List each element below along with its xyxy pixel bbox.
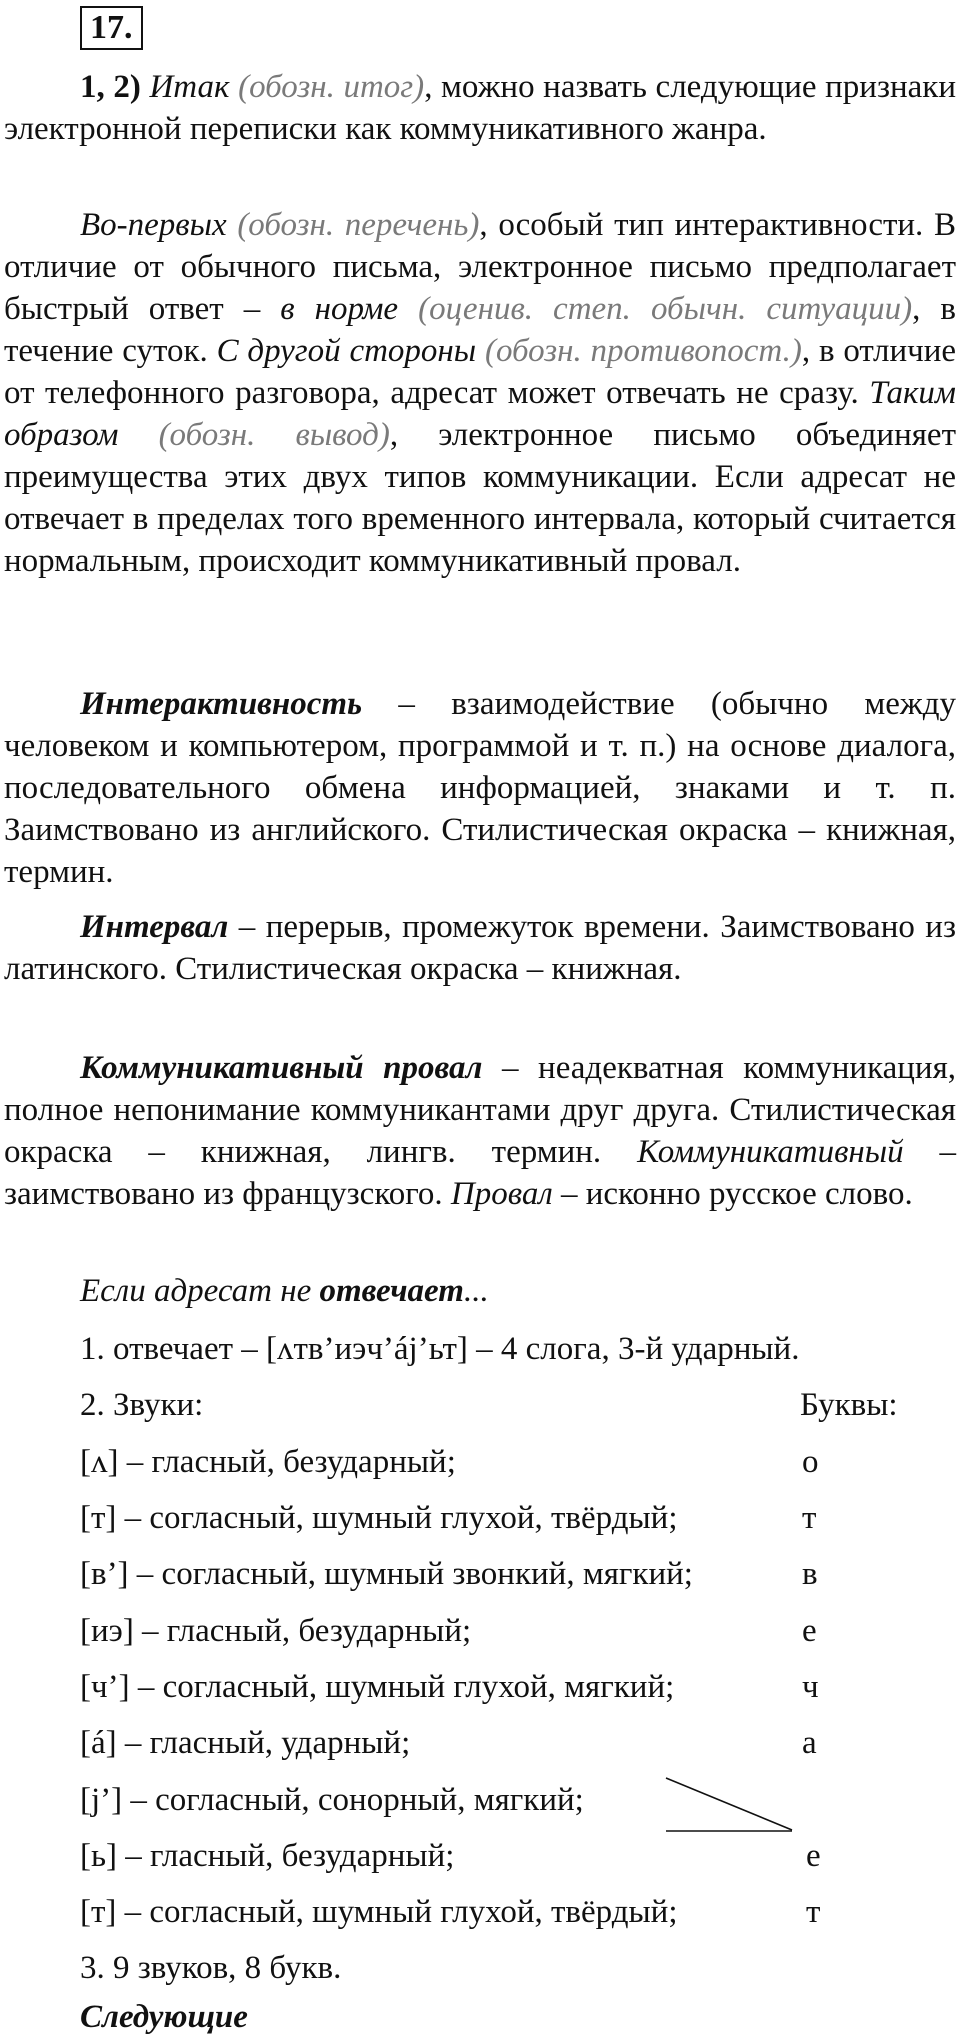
- paragraph-text: , электронное письмо объединяет преимущества этих двух типов коммуникации. Если адресат не отвечает в пределах того временного интервала, который считается нормальным, происходит коммуникативный провал.: [4, 417, 956, 579]
- letters-header: Буквы:: [800, 1387, 898, 1423]
- sound-row: [j’] – согласный, сонорный, мягкий;: [80, 1782, 584, 1818]
- letter-cell: о: [802, 1444, 819, 1480]
- term: Интерактивность: [80, 686, 363, 722]
- letter-cell: ч: [802, 1669, 819, 1705]
- letter-cell: а: [802, 1725, 817, 1761]
- annotation: (обозн. итог): [238, 69, 425, 105]
- definition-text: – взаимодействие (обычно между человеком и компьютером, программой и т. п.) на основе диалога, последовательного обмена информацией, знаками и т. п. Заимствовано из английского. Стилистическая окраска – книжная, термин.: [4, 686, 956, 890]
- letter-cell: т: [806, 1894, 821, 1930]
- word: Провал: [450, 1176, 553, 1212]
- letter-cell: е: [806, 1838, 821, 1874]
- sound-row: [т] – согласный, шумный глухой, твёрдый;: [80, 1500, 678, 1536]
- letter-cell: т: [802, 1500, 817, 1536]
- transcription-line: 1. отвечает – [ʌтв’иэч’áj’ьт] – 4 слога, 3-й ударный.: [80, 1331, 800, 1367]
- paragraph-text: , в отличие от телефонного разговора, адресат может отвечать не сразу.: [4, 333, 957, 411]
- sound-row: [ь] – гласный, безударный;: [80, 1838, 455, 1874]
- paragraph-text: , особый тип интерактивности. В отличие от обычного письма, электронное письмо предполагает быстрый ответ –: [4, 207, 956, 327]
- annotation: (оценив. степ. обычн. ситуации): [418, 291, 913, 327]
- sound-row: [á] – гласный, ударный;: [80, 1725, 411, 1761]
- analyzed-sentence: Если адресат не отвечает...: [80, 1273, 489, 1309]
- paragraph-text: , в течение суток.: [4, 291, 957, 369]
- analyzed-word: отвечает: [319, 1273, 464, 1309]
- introductory-word: Итак: [149, 69, 230, 105]
- annotation: (обозн. противопост.): [484, 333, 802, 369]
- introductory-word: Во-первых: [80, 207, 227, 243]
- introductory-word: С другой стороны: [216, 333, 477, 369]
- introductory-word: в норме: [280, 291, 399, 327]
- definition-text: – перерыв, промежуток времени. Заимствовано из латинского. Стилистическая окраска – книжная.: [4, 909, 956, 987]
- sound-row: [иэ] – гласный, безударный;: [80, 1613, 472, 1649]
- sound-row: [ʌ] – гласный, безударный;: [80, 1444, 456, 1480]
- annotation: (обозн. перечень): [237, 207, 480, 243]
- next-analyzed-word: Следующие: [80, 1999, 248, 2035]
- word: Коммуникативный: [637, 1134, 904, 1170]
- paragraph-text: , можно назвать следующие признаки электронной переписки как коммуникативного жанра.: [4, 69, 956, 147]
- introductory-word: Таким образом: [4, 375, 956, 453]
- sound-row: [ч’] – согласный, шумный глухой, мягкий;: [80, 1669, 675, 1705]
- sounds-header: 2. Звуки:: [80, 1387, 204, 1423]
- term: Интервал: [80, 909, 229, 945]
- sound-row: [т] – согласный, шумный глухой, твёрдый;: [80, 1894, 678, 1930]
- task-number: 1, 2): [80, 69, 141, 105]
- term: Коммуникативный провал: [80, 1050, 483, 1086]
- sounds-count: 3. 9 звуков, 8 букв.: [80, 1950, 342, 1986]
- letter-cell: в: [802, 1556, 818, 1592]
- sound-row: [в’] – согласный, шумный звонкий, мягкий;: [80, 1556, 693, 1592]
- definition-text: – заимствовано из французского.: [4, 1134, 957, 1212]
- connector-line-j: [666, 1778, 792, 1830]
- annotation: (обозн. вывод): [158, 417, 390, 453]
- sound-letter-connector: [4, 0, 956, 2020]
- letter-cell: е: [802, 1613, 817, 1649]
- definition-text: – исконно русское слово.: [552, 1176, 913, 1212]
- definition-text: – неадекватная коммуникация, полное непонимание коммуникантами друг друга. Стилистическая окраска – книжная, лингв. термин.: [4, 1050, 956, 1170]
- exercise-number: 17.: [80, 6, 143, 50]
